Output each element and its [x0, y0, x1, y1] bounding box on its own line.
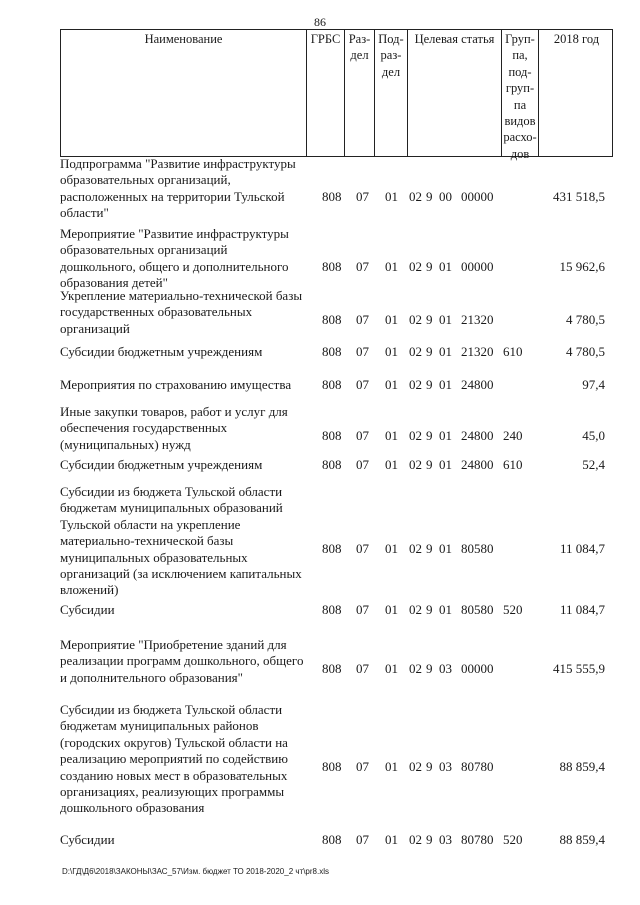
cell-pr: 01 — [385, 312, 398, 327]
cell-pr: 01 — [385, 189, 398, 204]
row-name-line: Мероприятие "Приобретение зданий для — [60, 637, 287, 652]
row-name — [60, 637, 308, 686]
cell-rz: 07 — [356, 377, 369, 392]
cell-rz: 07 — [356, 832, 369, 847]
row-name — [60, 702, 308, 817]
cell-grbs: 808 — [322, 259, 342, 274]
cell-cs4: 24800 — [461, 377, 494, 392]
cell-rz: 07 — [356, 457, 369, 472]
cell-cs2: 9 — [426, 377, 433, 392]
cell-cs4: 21320 — [461, 344, 494, 359]
cell-pr: 01 — [385, 457, 398, 472]
cell-cs2: 9 — [426, 428, 433, 443]
row-name-line: материально-технической базы — [60, 533, 234, 549]
cell-cs4: 80780 — [461, 759, 494, 774]
cell-grbs: 808 — [322, 428, 342, 443]
cell-sum: 11 084,7 — [559, 541, 605, 556]
cell-cs4: 00000 — [461, 661, 494, 676]
cell-cs2: 9 — [426, 759, 433, 774]
cell-cs4: 24800 — [461, 457, 494, 472]
row-name — [60, 377, 308, 393]
cell-cs3: 01 — [439, 541, 452, 556]
row-name-line: Мероприятие "Развитие инфраструктуры — [60, 226, 289, 241]
row-name-line: Тульской области на укрепление — [60, 516, 241, 532]
cell-grbs: 808 — [322, 457, 342, 472]
row-name-line: организациях, реализующих программы — [60, 784, 285, 800]
cell-cs3: 01 — [439, 602, 452, 617]
cell-sum: 88 859,4 — [559, 759, 605, 774]
row-name-line: Мероприятия по страхованию имущества — [60, 377, 292, 392]
row-name — [60, 344, 308, 360]
cell-rz: 07 — [356, 661, 369, 676]
row-name — [60, 288, 308, 337]
cell-cs1: 02 — [409, 457, 422, 472]
cell-rz: 07 — [356, 428, 369, 443]
cell-cs4: 24800 — [461, 428, 494, 443]
cell-pr: 01 — [385, 541, 398, 556]
cell-cs1: 02 — [409, 259, 422, 274]
row-name-line: Субсидии из бюджета Тульской области — [60, 702, 283, 717]
row-name-line: дошкольного, общего и дополнительного — [60, 258, 289, 274]
row-name — [60, 457, 308, 473]
row-name-line: образования детей" — [60, 275, 168, 291]
cell-cs2: 9 — [426, 259, 433, 274]
cell-cs2: 9 — [426, 312, 433, 327]
cell-cs3: 01 — [439, 377, 452, 392]
cell-sum: 15 962,6 — [559, 259, 605, 274]
cell-cs1: 02 — [409, 661, 422, 676]
cell-cs4: 80580 — [461, 541, 494, 556]
cell-cs2: 9 — [426, 189, 433, 204]
row-name-line: образовательных организаций — [60, 242, 228, 258]
table-header — [60, 29, 613, 161]
row-name-line: организаций (за исключением капитальных — [60, 566, 302, 582]
row-name — [60, 484, 308, 599]
row-name-line: образовательных организаций, — [60, 172, 231, 188]
cell-cs3: 00 — [439, 189, 452, 204]
cell-cs1: 02 — [409, 312, 422, 327]
cell-grbs: 808 — [322, 377, 342, 392]
cell-cs3: 03 — [439, 661, 452, 676]
header-razdel: Раз- дел — [345, 30, 375, 156]
cell-vr: 240 — [503, 428, 523, 443]
cell-pr: 01 — [385, 832, 398, 847]
row-name — [60, 602, 308, 618]
cell-sum: 11 084,7 — [559, 602, 605, 617]
cell-sum: 88 859,4 — [559, 832, 605, 847]
cell-grbs: 808 — [322, 541, 342, 556]
cell-cs3: 01 — [439, 428, 452, 443]
cell-grbs: 808 — [322, 602, 342, 617]
cell-cs3: 01 — [439, 344, 452, 359]
cell-sum: 4 780,5 — [566, 344, 605, 359]
cell-rz: 07 — [356, 189, 369, 204]
row-name-line: Субсидии бюджетным учреждениям — [60, 344, 263, 359]
row-name-line: Подпрограмма "Развитие инфраструктуры — [60, 156, 296, 171]
row-name — [60, 404, 308, 453]
cell-pr: 01 — [385, 759, 398, 774]
cell-pr: 01 — [385, 602, 398, 617]
cell-cs4: 80780 — [461, 832, 494, 847]
cell-cs2: 9 — [426, 344, 433, 359]
row-name-line: (муниципальных) нужд — [60, 436, 191, 452]
row-name-line: реализацию мероприятий по содействию — [60, 751, 288, 767]
cell-pr: 01 — [385, 259, 398, 274]
cell-pr: 01 — [385, 377, 398, 392]
cell-grbs: 808 — [322, 832, 342, 847]
cell-rz: 07 — [356, 344, 369, 359]
row-name-line: обеспечения государственных — [60, 420, 228, 436]
cell-grbs: 808 — [322, 344, 342, 359]
cell-pr: 01 — [385, 428, 398, 443]
cell-cs1: 02 — [409, 759, 422, 774]
row-name-line: Субсидии — [60, 602, 115, 617]
file-path-footer: D:\ГД\Д6\2018\ЗАКОНЫ\ЗАС_57\Изм. бюджет ТО 2018-2020_2 чт\pr8.xls — [62, 867, 329, 876]
cell-sum: 97,4 — [582, 377, 605, 392]
cell-cs1: 02 — [409, 344, 422, 359]
cell-cs4: 80580 — [461, 602, 494, 617]
cell-cs2: 9 — [426, 457, 433, 472]
header-year-2018: 2018 год — [553, 32, 600, 46]
row-name-line: области" — [60, 205, 109, 221]
cell-cs1: 02 — [409, 541, 422, 556]
cell-cs2: 9 — [426, 541, 433, 556]
cell-cs3: 01 — [439, 259, 452, 274]
cell-cs3: 03 — [439, 832, 452, 847]
cell-vr: 610 — [503, 344, 523, 359]
header-celevaya-statya: Целевая статья — [408, 30, 502, 156]
row-name-line: бюджетам муниципальных районов — [60, 718, 259, 734]
cell-grbs: 808 — [322, 759, 342, 774]
header-podrazdel: Под- раз- дел — [375, 30, 408, 156]
cell-cs1: 02 — [409, 602, 422, 617]
cell-grbs: 808 — [322, 189, 342, 204]
row-name — [60, 226, 308, 292]
header-grbs: ГРБС — [307, 30, 345, 156]
row-name-line: государственных образовательных — [60, 304, 253, 320]
cell-sum: 4 780,5 — [566, 312, 605, 327]
cell-cs4: 00000 — [461, 259, 494, 274]
row-name-line: реализации программ дошкольного, общего — [60, 653, 304, 669]
cell-rz: 07 — [356, 541, 369, 556]
cell-vr: 520 — [503, 832, 523, 847]
cell-cs2: 9 — [426, 661, 433, 676]
cell-grbs: 808 — [322, 312, 342, 327]
cell-cs1: 02 — [409, 428, 422, 443]
cell-sum: 415 555,9 — [553, 661, 605, 676]
row-name-line: Субсидии бюджетным учреждениям — [60, 457, 263, 472]
cell-cs3: 03 — [439, 759, 452, 774]
cell-sum: 431 518,5 — [553, 189, 605, 204]
row-name-line: расположенных на территории Тульской — [60, 188, 285, 204]
row-name — [60, 156, 308, 222]
cell-cs4: 21320 — [461, 312, 494, 327]
row-name-line: Субсидии из бюджета Тульской области — [60, 484, 283, 499]
cell-pr: 01 — [385, 661, 398, 676]
cell-cs4: 00000 — [461, 189, 494, 204]
row-name-line: организаций — [60, 320, 130, 336]
cell-cs3: 01 — [439, 457, 452, 472]
row-name — [60, 832, 308, 848]
cell-cs1: 02 — [409, 189, 422, 204]
cell-vr: 520 — [503, 602, 523, 617]
row-name-line: и дополнительного образования" — [60, 669, 243, 685]
page-number: 86 — [314, 15, 326, 29]
cell-sum: 45,0 — [582, 428, 605, 443]
cell-cs2: 9 — [426, 602, 433, 617]
cell-sum: 52,4 — [582, 457, 605, 472]
cell-cs1: 02 — [409, 832, 422, 847]
cell-cs3: 01 — [439, 312, 452, 327]
row-name-line: созданию новых мест в образовательных — [60, 767, 288, 783]
cell-pr: 01 — [385, 344, 398, 359]
header-name: Наименование — [61, 30, 307, 156]
row-name-line: Укрепление материально-технической базы — [60, 288, 303, 303]
row-name-line: дошкольного образования — [60, 800, 205, 816]
row-name-line: муниципальных образовательных — [60, 549, 248, 565]
row-name-line: бюджетам муниципальных образований — [60, 500, 283, 516]
header-gruppa-vidov-rashodov: Груп- па, под- груп- па видов расхо- дов — [502, 30, 539, 156]
row-name-line: Субсидии — [60, 832, 115, 847]
cell-rz: 07 — [356, 602, 369, 617]
cell-vr: 610 — [503, 457, 523, 472]
cell-rz: 07 — [356, 759, 369, 774]
cell-rz: 07 — [356, 312, 369, 327]
row-name-line: вложений) — [60, 582, 119, 598]
cell-cs1: 02 — [409, 377, 422, 392]
row-name-line: Иные закупки товаров, работ и услуг для — [60, 404, 288, 419]
cell-grbs: 808 — [322, 661, 342, 676]
cell-cs2: 9 — [426, 832, 433, 847]
cell-rz: 07 — [356, 259, 369, 274]
row-name-line: (городских округов) Тульской области на — [60, 734, 288, 750]
